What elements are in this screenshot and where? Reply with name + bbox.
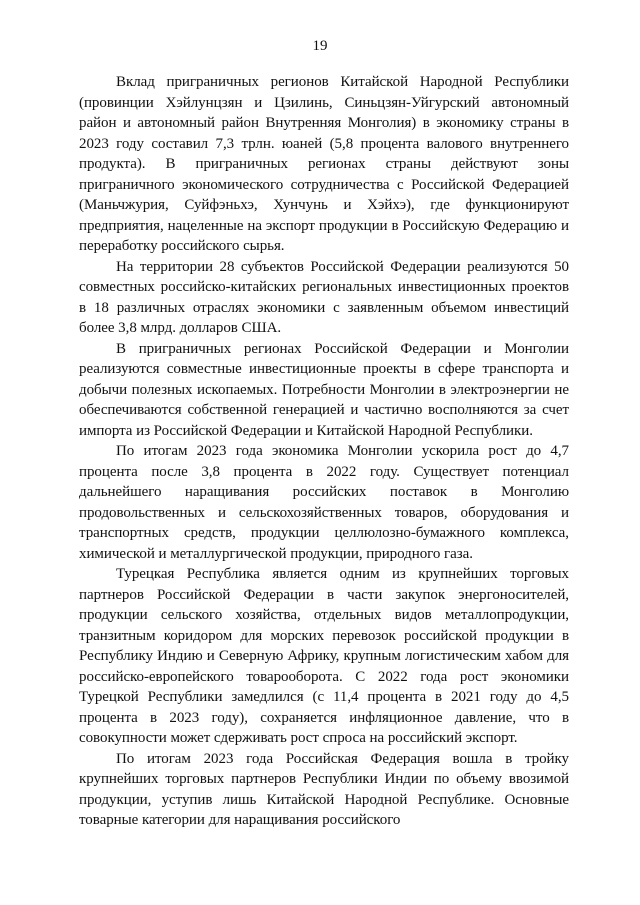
page-number: 19 [312,38,328,54]
paragraph-mongolia-economy: По итогам 2023 года экономика Монголии ускорила рост до 4,7 процента после 3,8 процента в 2022 году. Существует потенциал дальнейшего наращивания российских поставок в Монголию продовольственных и сельскохозяйственных товаров, оборудования и транспортных средств, продукции целлюлозно-бумажного комплекса, химической и металлургической продукции, природного газа. [79,443,569,562]
document-body [79,72,569,831]
paragraph-turkey-partnership: Турецкая Республика является одним из крупнейших торговых партнеров Российской Федерации в части закупок энергоносителей, продукции сельского хозяйства, отдельных видов металлопродукции, транзитным коридором для морских перевозок российской продукции в Республику Индию и Северную Африку, крупным логистическим хабом для российско-европейского товарооборота. С 2022 года рост экономики Турецкой Республики замедлился (с 11,4 процента в 2021 году до 4,5 процента в 2023 году), сохраняется инфляционное давление, что в совокупности может сдерживать рост спроса на российский экспорт. [79,566,569,746]
paragraph-border-regions-china: Вклад приграничных регионов Китайской Народной Республики (провинции Хэйлунцзян и Цзилинь, Синьцзян-Уйгурский автономный район и автономный район Внутренняя Монголия) в экономику страны в 2023 году составил 7,3 трлн. юаней (5,8 процента валового внутреннего продукта). В приграничных регионах страны действуют зоны приграничного экономического сотрудничества с Российской Федерацией (Маньчжурия, Суйфэньхэ, Хунчунь и Хэйхэ), где функционируют предприятия, нацеленные на экспорт продукции в Российскую Федерацию и переработку российского сырья. [79,74,569,254]
paragraph-india-trade: По итогам 2023 года Российская Федерация вошла в тройку крупнейших торговых партнеров Республики Индии по объему ввозимой продукции, уступив лишь Китайской Народной Республике. Основные товарные категории для наращивания российского [79,750,569,828]
paragraph-mongolia-cooperation: В приграничных регионах Российской Федерации и Монголии реализуются совместные инвестиционные проекты в сфере транспорта и добычи полезных ископаемых. Потребности Монголии в электроэнергии не обеспечиваются собственной генерацией и частично восполняются за счет импорта из Российской Федерации и Китайской Народной Республики. [79,340,569,439]
paragraph-joint-investment-projects: На территории 28 субъектов Российской Федерации реализуются 50 совместных российско-китайских региональных инвестиционных проектов в 18 различных отраслях экономики с заявленным объемом инвестиций более 3,8 млрд. долларов США. [79,258,569,336]
